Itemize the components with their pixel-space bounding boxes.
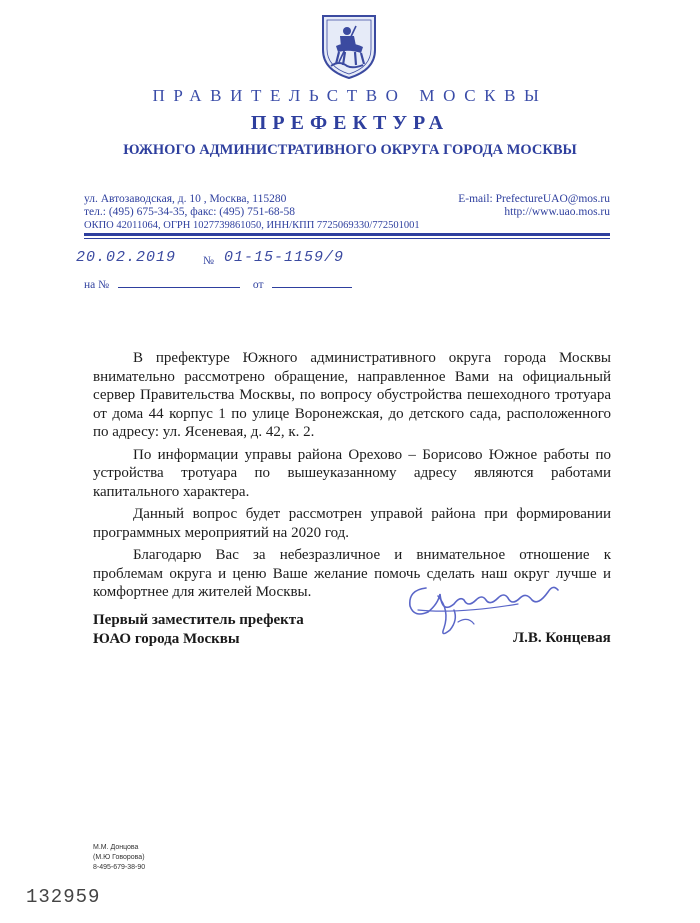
executor-name-alt: (М.Ю Говорова) [93,854,145,861]
letterhead-rule-thin [84,238,610,239]
body-paragraph: Данный вопрос будет рассмотрен управой района при формировании программных мероприятий на 2020 год. [93,506,611,541]
signer-title-line: ЮАО города Москвы [93,631,240,647]
outgoing-number-label: № [203,255,214,267]
executor-name: М.М. Донцова [93,844,139,851]
outgoing-date-stamp: 20.02.2019 [76,249,177,266]
reference-number-label: на № [84,279,110,291]
district-title: ЮЖНОГО АДМИНИСТРАТИВНОГО ОКРУГА ГОРОДА МОСКВЫ [123,142,577,158]
moscow-coat-of-arms-icon [319,12,379,80]
executor-phone: 8-495-679-38-90 [93,864,146,871]
body-paragraph: Благодарю Вас за небезразличное и внимательное отношение к проблемам округа и ценю Ваше желание помочь сделать наш округ лучше и комфортнее для жителей Москвы. [93,547,611,600]
reference-date-blank [272,277,352,288]
letterhead-rule-thick [84,233,610,236]
outgoing-number-stamp: 01-15-1159/9 [224,249,345,266]
reference-number-blank [118,277,240,288]
letter-body [93,349,611,606]
address: ул. Автозаводская, д. 10 , Москва, 115280 [84,193,287,205]
body-paragraph: По информации управы района Орехово – Борисово Южное работы по устройства тротуара по вышеуказанному адресу являются работами капитального характера. [93,446,611,500]
body-paragraph: В префектуре Южного административного округа города Москвы внимательно рассмотрено обращение, направленное Вами на официальный сервер Правительства Москвы, по вопросу обустройства пешеходного тротуара от дома 44 корпус 1 по улице Воронежская, до детского сада, расположенного по адресу: ул. Ясеневая, д. 42, к. 2. [93,350,611,440]
website[interactable]: http://www.uao.mos.ru [504,206,610,218]
email[interactable]: E-mail: PrefectureUAO@mos.ru [458,193,610,205]
signer-title [93,611,304,649]
government-title: ПРАВИТЕЛЬСТВО МОСКВЫ [152,86,548,105]
contact-block [458,193,610,219]
address-block [84,193,295,219]
executor-block [93,843,145,873]
prefecture-title: ПРЕФЕКТУРА [250,112,450,134]
registration-number: 132959 [26,886,101,908]
phones: тел.: (495) 675-34-35, факс: (495) 751-68-58 [84,206,295,218]
reference-line [84,277,352,291]
signer-title-line: Первый заместитель префекта [93,612,304,628]
signer-name: Л.В. Концевая [513,630,611,646]
registry-codes: ОКПО 42011064, ОГРН 1027739861050, ИНН/КПП 7725069330/772501001 [84,220,420,231]
reference-date-label: от [252,279,264,291]
